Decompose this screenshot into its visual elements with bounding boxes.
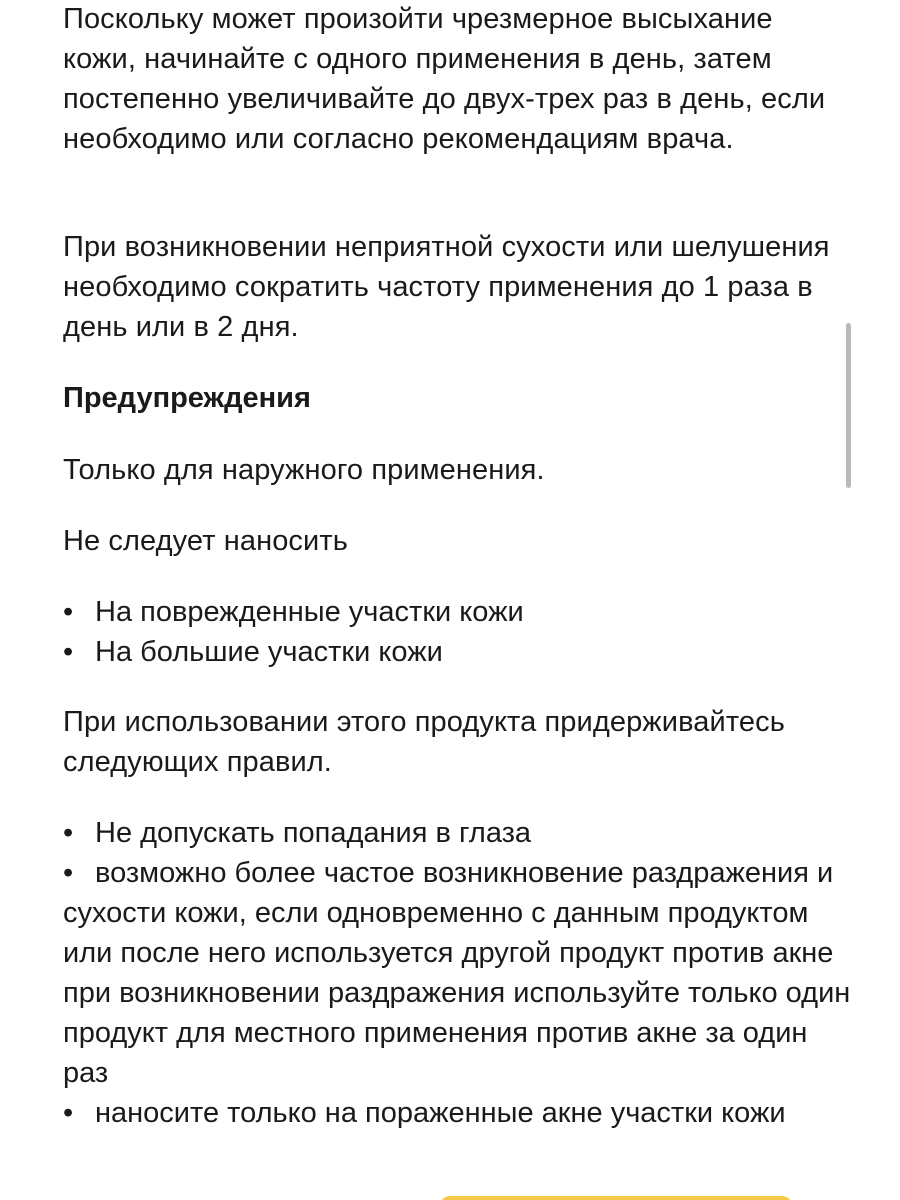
do-not-apply-list	[63, 592, 853, 672]
bullet-icon: •	[63, 857, 74, 889]
list-item	[63, 592, 853, 632]
bottom-action-button[interactable]	[440, 1196, 792, 1200]
warnings-heading: Предупреждения	[63, 382, 311, 414]
dryness-paragraph: При возникновении неприятной сухости или шелушения необходимо сократить частоту применения до 1 раза в день или в 2 дня.	[63, 231, 830, 343]
list-item-text: На большие участки кожи	[95, 636, 443, 668]
list-item-text: возможно более частое возникновение раздражения и сухости кожи, если одновременно с данным продуктом или после него используется другой продукт против акне при возникновении раздражения используйте только один продукт для местного применения против акне за один раз	[63, 857, 851, 1089]
list-item	[63, 813, 853, 853]
rules-intro-paragraph: При использовании этого продукта придерживайтесь следующих правил.	[63, 706, 785, 778]
bullet-icon: •	[63, 817, 74, 849]
list-item-text: Не допускать попадания в глаза	[95, 817, 532, 849]
bullet-icon: •	[63, 636, 74, 668]
list-item-text: На поврежденные участки кожи	[95, 596, 524, 628]
bullet-icon: •	[63, 1097, 74, 1129]
external-use-paragraph: Только для наружного применения.	[63, 454, 545, 486]
rules-list	[63, 813, 853, 1133]
list-item	[63, 853, 853, 1093]
do-not-apply-paragraph: Не следует наносить	[63, 525, 348, 557]
usage-paragraph: Поскольку может произойти чрезмерное высыхание кожи, начинайте с одного применения в день, затем постепенно увеличивайте до двух-трех раз в день, если необходимо или согласно рекомендациям врача.	[63, 3, 826, 155]
list-item	[63, 1093, 853, 1133]
bullet-icon: •	[63, 596, 74, 628]
list-item	[63, 632, 853, 672]
scrollbar-thumb[interactable]	[846, 323, 851, 488]
list-item-text: наносите только на пораженные акне участки кожи	[95, 1097, 786, 1129]
